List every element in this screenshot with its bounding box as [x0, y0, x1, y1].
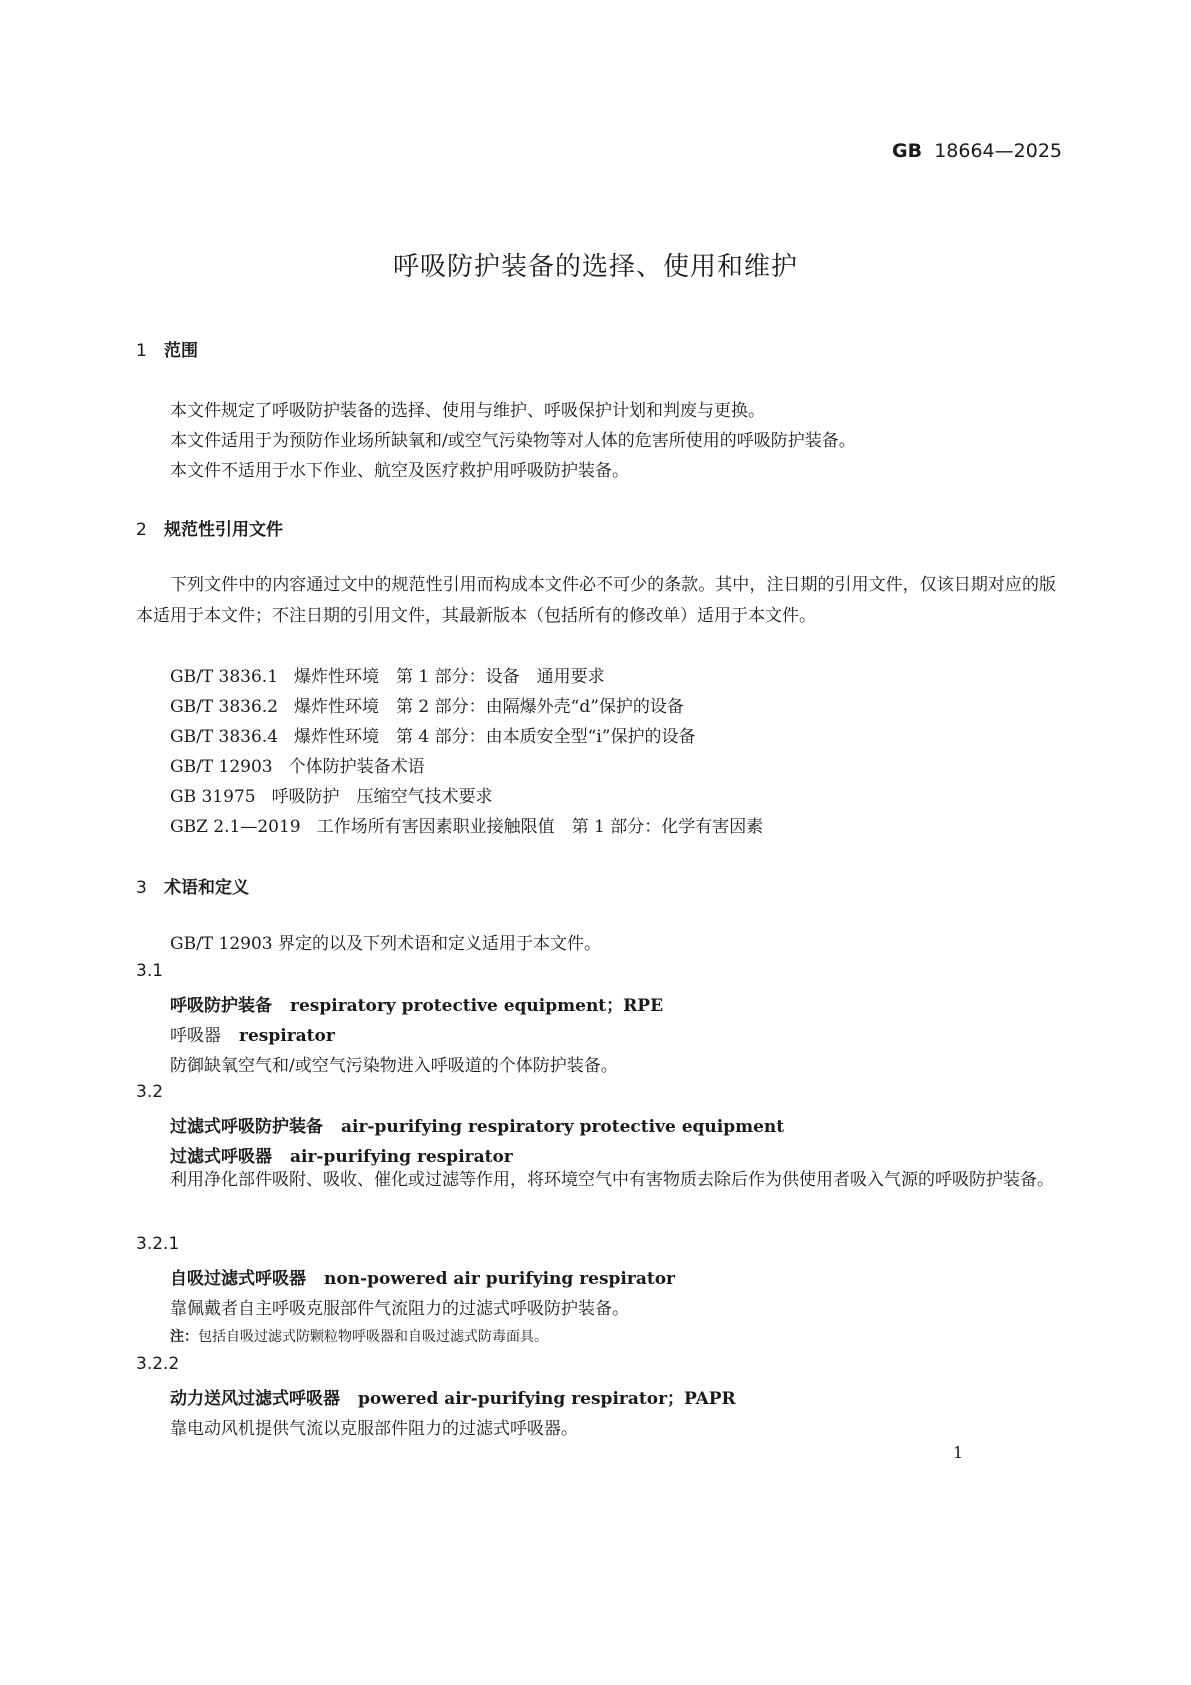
reference-item: [170, 752, 425, 777]
reference-title: 呼吸防护 压缩空气技术要求: [271, 787, 493, 807]
paragraph: 本文件规定了呼吸防护装备的选择、使用与维护、呼吸保护计划和判废与更换。: [170, 401, 765, 421]
term-entry: [170, 1264, 675, 1289]
standard-code: [892, 140, 1062, 162]
note-label: 注：: [170, 1329, 198, 1345]
reference-code: GB/T 12903: [170, 757, 273, 777]
term-alt-en: air-purifying respirator: [290, 1147, 513, 1167]
term-definition: 利用净化部件吸附、吸收、催化或过滤等作用，将环境空气中有害物质去除后作为供使用者吸入气源的呼吸防护装备。: [170, 1170, 1054, 1190]
section-3-heading: [136, 873, 249, 898]
term-entry: [170, 1384, 736, 1409]
section-number: 1: [136, 341, 147, 361]
term-synonym: [170, 1142, 513, 1167]
term-zh: 呼吸防护装备: [170, 996, 272, 1016]
reference-item: [170, 662, 605, 687]
term-entry: [170, 1112, 784, 1137]
term-en: non-powered air purifying respirator: [324, 1269, 675, 1289]
reference-code: GB/T 3836.1: [170, 667, 279, 687]
page-number: 1: [953, 1443, 964, 1462]
reference-code: GB/T 3836.2: [170, 697, 279, 717]
clause-number: 3.2.1: [136, 1234, 180, 1254]
term-entry: [170, 991, 663, 1016]
note: [170, 1326, 548, 1346]
reference-code: GB 31975: [170, 787, 256, 807]
term-zh: 过滤式呼吸防护装备: [170, 1117, 323, 1137]
term-alt-en: respirator: [239, 1026, 335, 1046]
term-zh: 动力送风过滤式呼吸器: [170, 1389, 340, 1409]
section-title: 范围: [164, 341, 198, 361]
reference-title: 工作场所有害因素职业接触限值 第 1 部分：化学有害因素: [316, 817, 764, 837]
paragraph: GB/T 12903 界定的以及下列术语和定义适用于本文件。: [170, 934, 602, 954]
term-alt-zh: 呼吸器: [170, 1026, 221, 1046]
term-en: powered air-purifying respirator；PAPR: [358, 1389, 736, 1409]
reference-item: [170, 812, 763, 837]
clause-number: 3.1: [136, 961, 164, 981]
reference-title: 爆炸性环境 第 1 部分：设备 通用要求: [294, 667, 605, 687]
term-en: air-purifying respiratory protective equipment: [341, 1117, 785, 1137]
paragraph: 下列文件中的内容通过文中的规范性引用而构成本文件必不可少的条款。其中，注日期的引用文件，仅该日期对应的版本适用于本文件；不注日期的引用文件，其最新版本（包括所有的修改单）适用于本文件。: [136, 575, 1056, 626]
term-synonym: [170, 1021, 335, 1046]
clause-number: 3.2: [136, 1082, 164, 1102]
paragraph: 本文件适用于为预防作业场所缺氧和/或空气污染物等对人体的危害所使用的呼吸防护装备。: [170, 431, 856, 451]
term-alt-zh: 过滤式呼吸器: [170, 1147, 272, 1167]
clause-number: 3.2.2: [136, 1354, 180, 1374]
reference-code: GBZ 2.1—2019: [170, 817, 301, 837]
reference-title: 个体防护装备术语: [288, 757, 425, 777]
reference-code: GB/T 3836.4: [170, 727, 279, 747]
section-1-heading: [136, 336, 198, 361]
term-definition: 靠佩戴者自主呼吸克服部件气流阻力的过滤式呼吸防护装备。: [170, 1299, 629, 1319]
reference-item: [170, 722, 695, 747]
term-en: respiratory protective equipment；RPE: [290, 996, 664, 1016]
term-definition: 靠电动风机提供气流以克服部件阻力的过滤式呼吸器。: [170, 1419, 578, 1439]
reference-item: [170, 782, 493, 807]
term-definition: 防御缺氧空气和/或空气污染物进入呼吸道的个体防护装备。: [170, 1056, 618, 1076]
section-title: 术语和定义: [164, 878, 249, 898]
section-number: 3: [136, 878, 147, 898]
note-text: 包括自吸过滤式防颗粒物呼吸器和自吸过滤式防毒面具。: [198, 1329, 548, 1345]
standard-number: 18664—2025: [934, 140, 1062, 162]
section-number: 2: [136, 520, 147, 540]
document-title: 呼吸防护装备的选择、使用和维护: [392, 252, 798, 282]
standard-prefix: GB: [892, 140, 923, 162]
section-2-heading: [136, 515, 283, 540]
paragraph: 本文件不适用于水下作业、航空及医疗救护用呼吸防护装备。: [170, 461, 629, 481]
section-title: 规范性引用文件: [164, 520, 283, 540]
reference-title: 爆炸性环境 第 4 部分：由本质安全型“i”保护的设备: [294, 727, 696, 747]
reference-item: [170, 692, 684, 717]
term-zh: 自吸过滤式呼吸器: [170, 1269, 306, 1289]
reference-title: 爆炸性环境 第 2 部分：由隔爆外壳“d”保护的设备: [294, 697, 684, 717]
